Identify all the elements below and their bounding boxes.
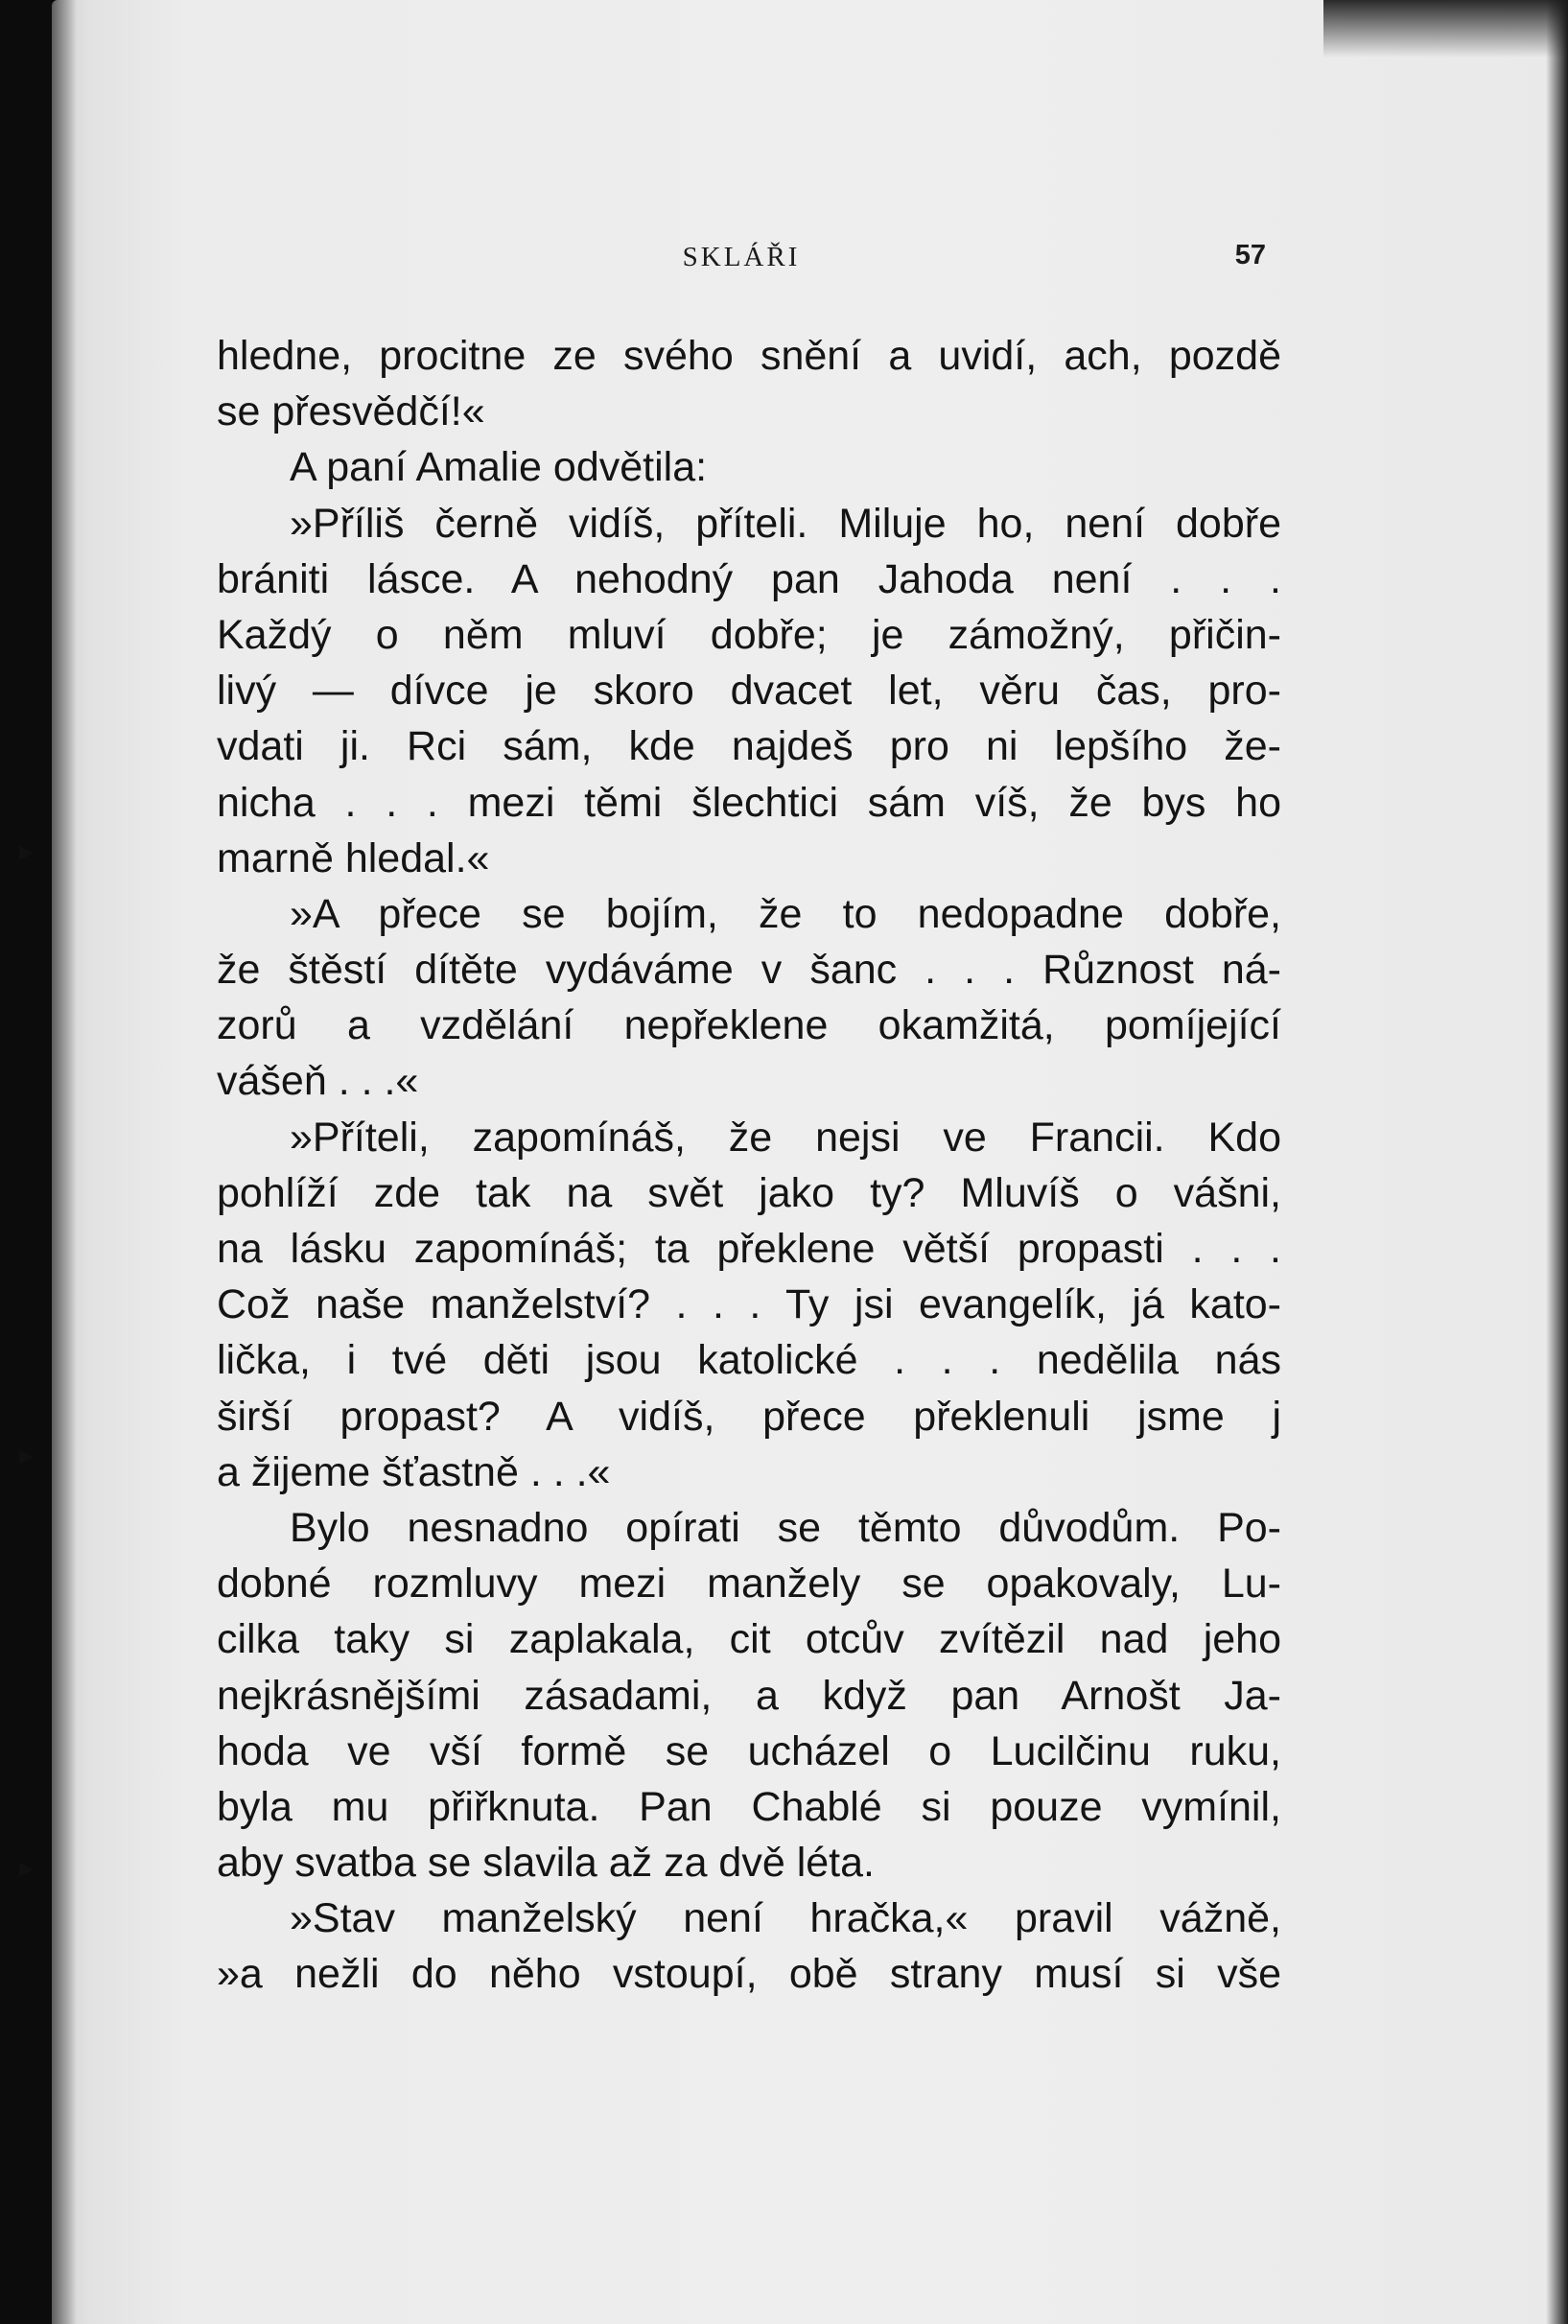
text-line: A paní Amalie odvětila: [290,444,708,491]
text-line: lička, i tvé děti jsou katolické . . . nedělila nás [217,1337,1281,1384]
text-line: a žijeme šťastně . . .« [217,1448,611,1495]
page-top-edge-shadow [1323,0,1568,58]
text-line: vdati ji. Rci sám, kde najdeš pro ni lepšího že- [217,723,1281,770]
text-line: livý — dívce je skoro dvacet let, věru čas, pro- [217,668,1281,715]
text-line: dobné rozmluvy mezi manžely se opakovaly, Lu- [217,1561,1281,1608]
binding-shadow [52,0,77,2324]
text-line: »a nežli do něho vstoupí, obě strany musí si vše [217,1951,1281,1998]
margin-mark: ▸ [19,834,35,868]
text-line: cilka taky si zaplakala, cit otcův zvítězil nad jeho [217,1616,1281,1663]
page-header [217,242,1266,280]
page-right-edge-shadow [1546,0,1568,2324]
text-line: »Stav manželský není hračka,« pravil vážně, [290,1895,1281,1942]
text-line: pohlíží zde tak na svět jako ty? Mluvíš o vášni, [217,1169,1281,1216]
text-line: nicha . . . mezi těmi šlechtici sám víš, že bys ho [217,779,1281,826]
text-line: se přesvědčí!« [217,388,485,435]
text-line: aby svatba se slavila až za dvě léta. [217,1840,875,1887]
text-line: Každý o něm mluví dobře; je zámožný, přičin- [217,611,1281,658]
running-title: SKLÁŘI [682,242,801,272]
text-line: zorů a vzdělání nepřeklene okamžitá, pomíjející [217,1002,1281,1049]
text-line: že štěstí dítěte vydáváme v šanc . . . Různost ná- [217,947,1281,994]
text-line: Bylo nesnadno opírati se těmto důvodům. Po- [290,1504,1281,1551]
text-line: hoda ve vší formě se ucházel o Lucilčinu ruku, [217,1727,1281,1774]
text-line: na lásku zapomínáš; ta překlene větší propasti . . . [217,1226,1281,1272]
text-line: »Příliš černě vidíš, příteli. Miluje ho, není dobře [290,500,1281,547]
text-line: nejkrásnějšími zásadami, a když pan Arnošt Ja- [217,1672,1281,1719]
text-line: »Příteli, zapomínáš, že nejsi ve Francii. Kdo [290,1114,1281,1161]
text-line: hledne, procitne ze svého snění a uvidí, ach, pozdě [217,333,1281,379]
text-line: Což naše manželství? . . . Ty jsi evangelík, já kato- [217,1281,1281,1328]
text-line: marně hledal.« [217,834,490,881]
body-text [217,328,1281,2003]
text-line: vášeň . . .« [217,1058,419,1105]
margin-mark: ▸ [19,1851,35,1885]
text-line: brániti lásce. A nehodný pan Jahoda není . . . [217,555,1281,602]
text-line: širší propast? A vidíš, přece překlenuli jsme j [217,1393,1281,1440]
text-line: byla mu přiřknuta. Pan Chablé si pouze vymínil, [217,1783,1281,1830]
text-line: »A přece se bojím, že to nedopadne dobře, [290,890,1281,937]
page-number: 57 [1234,240,1266,270]
margin-mark: ▸ [19,1439,35,1472]
